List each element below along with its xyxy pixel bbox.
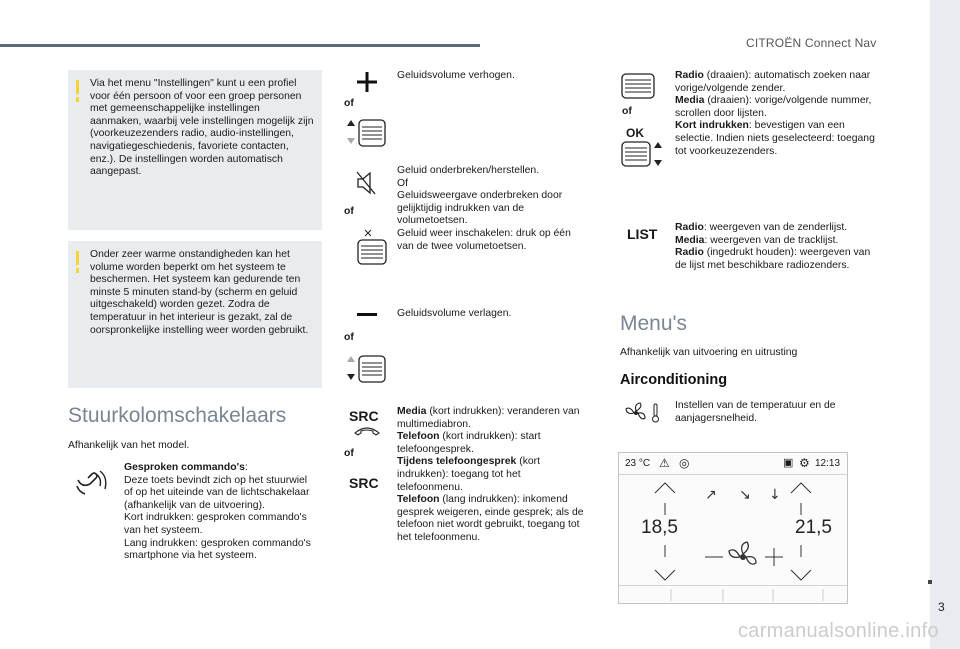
- kort-desc: : bevestigen van een selectie. Indien niets geselecteerd: toegang tot voorkeuzezenders.: [675, 120, 875, 157]
- watermark: carmanualsonline.info: [738, 620, 939, 642]
- airco-title: Airconditioning: [620, 372, 728, 388]
- screen-status-bar: [619, 453, 847, 475]
- settings-icon: ⚙: [799, 456, 810, 470]
- page-sidebar: [930, 0, 960, 649]
- minus-icon: [357, 313, 377, 317]
- radio-wheel-icon: [620, 72, 656, 100]
- page-marker: [928, 580, 932, 584]
- src-tel2-label: Telefoon: [397, 494, 440, 506]
- note-profiles: [68, 70, 322, 230]
- radio-label: Radio: [675, 70, 704, 81]
- voice-command-title: Gesproken commando's: [124, 462, 245, 473]
- ok-wheel-icon: [620, 140, 664, 170]
- fan-temperature-icon: [624, 402, 662, 424]
- list-radio-desc: : weergeven van de zenderlijst.: [703, 222, 848, 233]
- screen-bottom-bar: [619, 585, 847, 603]
- list-media-label: Media: [675, 234, 705, 246]
- list-text: [675, 222, 875, 272]
- ok-button-label: OK: [626, 126, 644, 140]
- svg-text:↓: ↓: [769, 487, 781, 503]
- info-bar-icon: [76, 80, 79, 94]
- mute-wheel-icon: [355, 228, 389, 266]
- or-label: of: [344, 332, 354, 343]
- stuur-title: Stuurkolomschakelaars: [68, 404, 287, 427]
- src-tel2-desc: (lang indrukken): inkomend gesprek weigeren, einde gesprek; als de telefoon niet wordt gebruikt, toegang tot het telefoonmenu.: [397, 494, 584, 543]
- plus-icon: [357, 72, 377, 92]
- note-profiles-text: Via het menu "Instellingen" kunt u een profiel voor één persoon of voor een groep personen met gemeenschappelijke instellingen aanmaken, waarbij vele instellingen mogelijk zijn (voorkeuzezenders radio, audio-instellingen, navigatiegeschiedenis, favoriete contacten, enz.). De instellingen worden automatisch aangepast.: [90, 78, 314, 178]
- mute-text: Geluid onderbreken/herstellen. Of Geluidsweergave onderbreken door gelijktijdig indrukken van de volumetoetsen. Geluid weer inschakelen: druk op één van de twee volumetoetsen.: [397, 165, 571, 252]
- or-label: of: [622, 106, 632, 117]
- src-tel-desc: (kort indrukken): start telefoongesprek.: [397, 431, 541, 455]
- src-tel-label: Telefoon: [397, 431, 440, 443]
- src-during-label: Tijdens telefoongesprek: [397, 456, 517, 468]
- list-media-desc: : weergeven van de tracklijst.: [704, 234, 839, 246]
- src-button-label: SRC: [349, 408, 379, 424]
- or-label: of: [344, 206, 354, 217]
- vol-down-text: Geluidsvolume verlagen.: [397, 308, 512, 319]
- volume-wheel-down-icon: [345, 354, 387, 384]
- vol-up-text: Geluidsvolume verhogen.: [397, 70, 515, 81]
- airco-text: Instellen van de temperatuur en de aanjagersnelheid.: [675, 400, 836, 424]
- navigation-icon: ◎: [679, 456, 690, 470]
- src-text: [397, 406, 587, 545]
- media-icon: ▣: [783, 457, 794, 469]
- src-during-desc: (kort indrukken): toegang tot het telefoonmenu.: [397, 456, 541, 493]
- volume-wheel-up-icon: [345, 118, 387, 148]
- src-media-desc: (kort indrukken): veranderen van multimediabron.: [397, 406, 580, 430]
- page-number: 3: [938, 600, 945, 614]
- or-label: of: [344, 448, 354, 459]
- menus-title: Menu's: [620, 312, 688, 335]
- svg-text:↘: ↘: [739, 487, 751, 503]
- clock: 12:13: [815, 458, 841, 469]
- brand-title: CITROËN Connect Nav: [746, 36, 877, 50]
- note-temperature: [68, 241, 322, 388]
- svg-text:↗: ↗: [705, 487, 717, 503]
- list-radio2-desc: (ingedrukt houden): weergeven van de lijst met beschikbare radiozenders.: [675, 247, 871, 271]
- airco-screen: [618, 452, 848, 604]
- or-label: of: [344, 98, 354, 109]
- list-radio2-label: Radio: [675, 247, 704, 259]
- radio-text: [675, 70, 875, 158]
- list-radio-label: Radio: [675, 222, 704, 233]
- temperature-right: 21,5: [795, 517, 832, 538]
- phone-icon: [353, 426, 381, 436]
- kort-label: Kort indrukken: [675, 120, 749, 132]
- media-desc: (draaien): vorige/volgende nummer, scrollen door lijsten.: [675, 95, 872, 119]
- src-button-label-2: SRC: [349, 475, 379, 491]
- temperature-left: 18,5: [641, 517, 678, 538]
- voice-command-desc: Deze toets bevindt zich op het stuurwiel of op het uiteinde van de lichtschakelaar (afhankelijk van de uitvoering). Kort indrukken: gesproken commando's van het systeem. Lang indrukken: gesproken commando's smartphone via het systeem.: [124, 474, 311, 562]
- list-button-label: LIST: [627, 226, 658, 242]
- warning-icon: ⚠: [659, 456, 670, 470]
- stuur-subtitle: Afhankelijk van het model.: [68, 440, 190, 451]
- note-temperature-text: Onder zeer warme onstandigheden kan het volume worden beperkt om het systeem te beschermen. Het systeem kan gedurende ten minste 5 minuten stand-by (scherm en geluid uitgeschakeld) worden gezet. Zodra de temperatuur in het interieur is gezakt, zal de oorspronkelijke instelling weer worden gebruikt.: [90, 249, 309, 336]
- src-media-label: Media: [397, 406, 427, 417]
- radio-desc: (draaien): automatisch zoeken naar vorige/volgende zender.: [675, 70, 871, 94]
- media-label: Media: [675, 95, 705, 107]
- voice-command-icon: [74, 470, 108, 498]
- voice-command-text: Gesproken commando's: Deze toets bevindt zich op het stuurwiel of op het uiteinde van de lichtschakelaar (afhankelijk van de uitvoering). Kort indrukken: gesproken commando's van het systeem. Lang indrukken: gesproken commando's smartphone via het systeem.: [124, 462, 311, 562]
- header-rule: [0, 44, 480, 47]
- menus-subtitle: Afhankelijk van uitvoering en uitrusting: [620, 347, 798, 358]
- outside-temperature: 23 °C: [625, 458, 651, 469]
- mute-icon: [355, 170, 377, 196]
- info-bar-icon: [76, 251, 79, 265]
